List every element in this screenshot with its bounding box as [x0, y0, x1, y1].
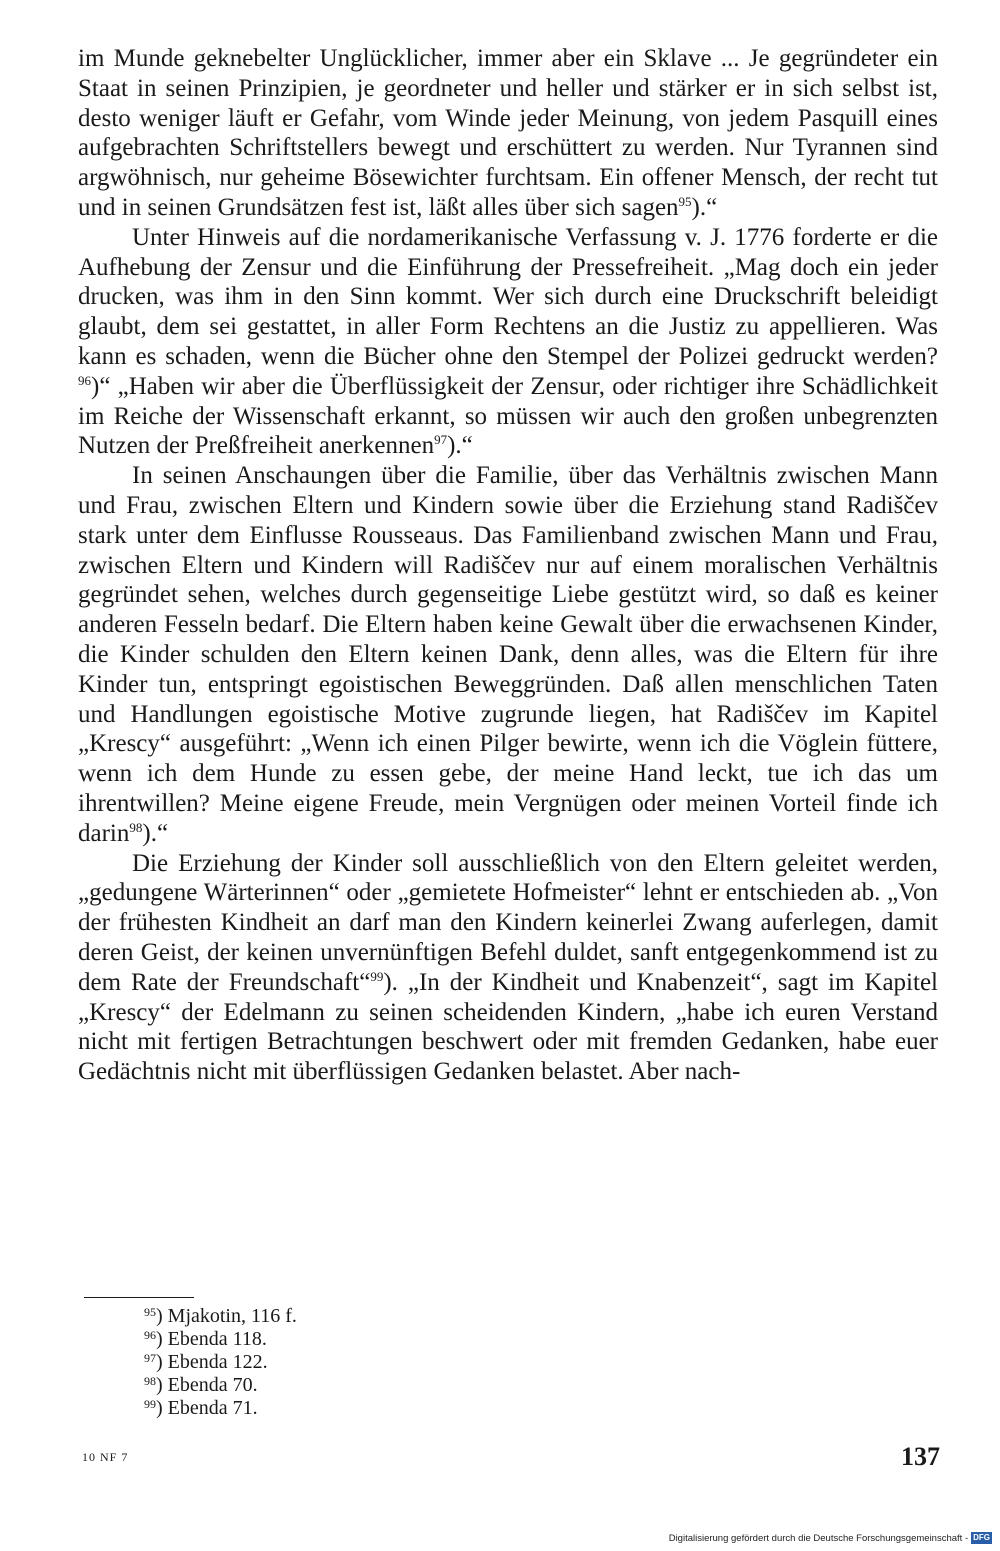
paragraph-text: Unter Hinweis auf die nordamerikanische Verfassung v. J. 1776 forderte er die Aufhebung der Zensur und die Einführung der Pressefreiheit. „Mag doch ein jeder drucken, was ihm in den Sinn kommt. Wer sich durch eine Druckschrift beleidigt glaubt, dem sei gestattet, in aller Form Rechtens an die Justiz zu appellieren. Was kann es schaden, wenn die Bücher ohne den Stempel der Polizei gedruckt werden? — [78, 223, 938, 370]
footnote-text: ) Ebenda 118. — [156, 1328, 267, 1350]
footnote-text: ) Ebenda 71. — [156, 1397, 258, 1419]
paragraph-text: Die Erziehung der Kinder soll ausschließlich von den Eltern geleitet werden, „gedungene Wärterinnen“ oder „gemietete Hofmeister“ lehnt er entschieden ab. „Von der frühesten Kindheit an darf man den Kindern keinerlei Zwang auferlegen, damit deren Geist, der keinen unvernünftigen Befehl duldet, sanft entgegenkommend ist zu dem Rate der Freundschaft“ — [78, 849, 938, 996]
footnote-number: 96 — [144, 1328, 156, 1342]
footnotes — [144, 1305, 544, 1420]
footnote-item — [144, 1374, 544, 1397]
footnote-reference: 97 — [434, 432, 448, 448]
footnote-number: 98 — [144, 1374, 156, 1388]
footnote-text: ) Ebenda 122. — [156, 1351, 268, 1373]
paragraph-text: )“ „Haben wir aber die Überflüssigkeit der Zensur, oder richtiger ihre Schädlichkeit im Reiche der Wissenschaft erkannt, so müssen wir auch den großen unbegrenzten Nutzen der Preßfreiheit anerkennen — [78, 372, 938, 460]
footnote-item — [144, 1351, 544, 1374]
footnote-number: 97 — [144, 1351, 156, 1365]
paragraph-text: im Munde geknebelter Unglücklicher, immer aber ein Sklave ... Je gegründeter ein Staat in seinen Prinzipien, je geordneter und heller und stärker er in sich selbst ist, desto weniger läuft er Gefahr, vom Winde jeder Meinung, von jedem Pasquill eines aufgebrachten Schriftstellers bewegt und erschüttert zu werden. Nur Tyrannen sind argwöhnisch, nur geheime Bösewichter furchtsam. Ein offener Mensch, der recht tut und in seinen Grundsätzen fest ist, läßt alles über sich sagen — [78, 45, 938, 221]
footnote-reference: 99 — [370, 968, 384, 984]
paragraph — [78, 44, 938, 223]
footnote-item — [144, 1397, 544, 1420]
paragraph-text: ).“ — [447, 432, 473, 460]
footnote-reference: 95 — [678, 193, 692, 209]
footnote-text: ) Mjakotin, 116 f. — [156, 1305, 297, 1327]
body-text — [78, 44, 938, 1087]
footnote-number: 95 — [144, 1305, 156, 1319]
footnote-divider — [84, 1297, 194, 1298]
paragraph-text: ).“ — [142, 819, 169, 847]
footnote-text: ) Ebenda 70. — [156, 1374, 258, 1396]
signature-mark: 10 NF 7 — [82, 1450, 129, 1464]
paragraph — [78, 223, 938, 461]
paragraph — [78, 461, 938, 848]
footnote-item — [144, 1305, 544, 1328]
paragraph-text: ).“ — [691, 193, 718, 221]
footnote-reference: 96 — [78, 372, 91, 388]
credit-text: Digitalisierung gefördert durch die Deutsche Forschungsgemeinschaft - — [668, 1532, 969, 1544]
footnote-reference: 98 — [129, 819, 143, 835]
footnote-item — [144, 1328, 544, 1351]
page-number: 137 — [901, 1442, 940, 1471]
paragraph-text: In seinen Anschaungen über die Familie, über das Verhältnis zwischen Mann und Frau, zwischen Eltern und Kindern sowie über die Erziehung stand Radiščev stark unter dem Einflusse Rousseaus. Das Familienband zwischen Mann und Frau, zwischen Eltern und Kindern will Radiščev nur auf einem moralischen Verhältnis gegründet sehen, welches durch gegenseitige Liebe gestützt wird, so daß es keiner anderen Fesseln bedarf. Die Eltern haben keine Gewalt über die erwachsenen Kinder, die Kinder schulden den Eltern keinen Dank, denn alles, was die Eltern für ihre Kinder tun, entspringt egoistischen Beweggründen. Daß allen menschlichen Taten und Handlungen egoistische Motive zugrunde liegen, hat Radiščev im Kapitel „Krescy“ ausgeführt: „Wenn ich einen Pilger bewirte, wenn ich die Vöglein füttere, wenn ich dem Hunde zu essen gebe, der meine Hand leckt, tue ich das um ihrentwillen? Meine eigene Freude, mein Vergnügen oder meinen Vorteil finde ich darin — [78, 462, 938, 847]
paragraph — [78, 849, 938, 1087]
dfg-logo: DFG — [973, 1533, 990, 1542]
paragraph-text: ). „In der Kindheit und Knabenzeit“, sagt im Kapitel „Krescy“ der Edelmann zu seinen scheidenden Kindern, „habe ich euren Verstand nicht mit fertigen Betrachtungen beschwert oder mit fremden Gedanken, habe euer Gedächtnis nicht mit überflüssigen Gedanken belastet. Aber nach- — [78, 968, 938, 1086]
footnote-number: 99 — [144, 1397, 156, 1411]
digitization-credit — [669, 1532, 992, 1544]
